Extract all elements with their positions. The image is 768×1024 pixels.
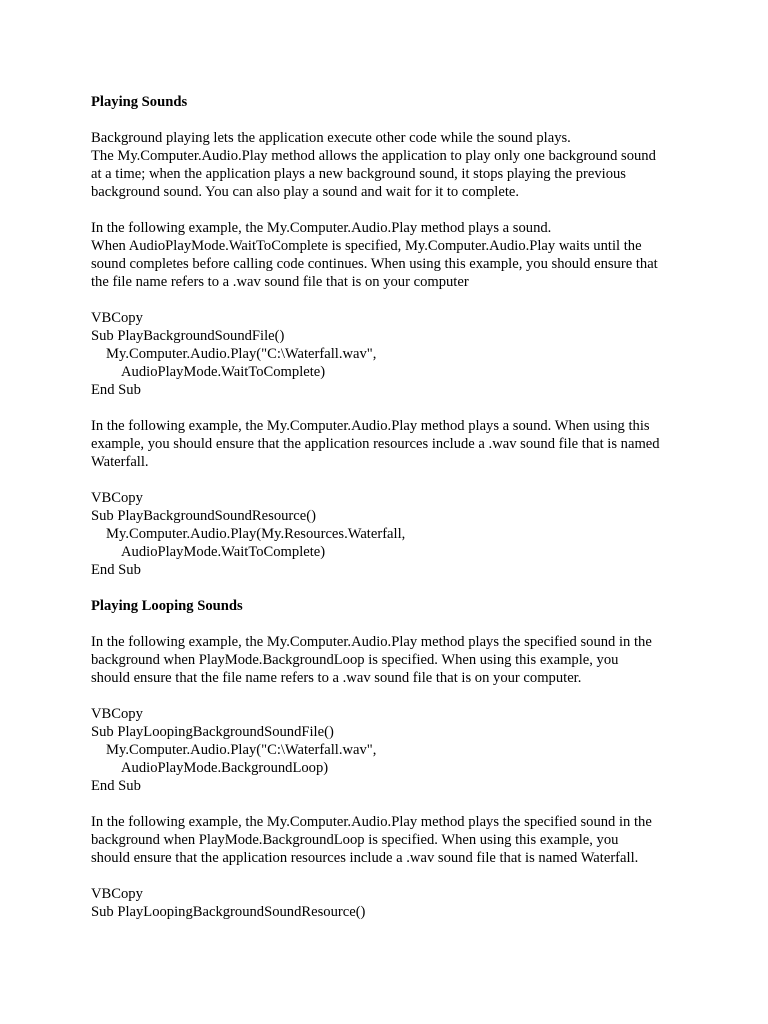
text-line: background when PlayMode.BackgroundLoop is specified. When using this example, you <box>91 832 619 848</box>
code-copy-label: VBCopy <box>91 886 143 902</box>
code-line: AudioPlayMode.WaitToComplete) <box>121 544 326 560</box>
code-copy-label: VBCopy <box>91 706 143 722</box>
text-line: sound completes before calling code continues. When using this example, you should ensure that <box>91 256 658 272</box>
code-block-background-file <box>91 309 691 399</box>
text-line: at a time; when the application plays a new background sound, it stops playing the previous <box>91 166 626 182</box>
text-line: Waterfall. <box>91 454 149 470</box>
text-line: background sound. You can also play a sound and wait for it to complete. <box>91 184 520 200</box>
text-line: background when PlayMode.BackgroundLoop is specified. When using this example, you <box>91 652 619 668</box>
code-line: Sub PlayBackgroundSoundFile() <box>91 328 285 344</box>
code-line: My.Computer.Audio.Play("C:\Waterfall.wav", <box>106 346 377 362</box>
text-line: In the following example, the My.Computer.Audio.Play method plays the specified sound in the <box>91 634 652 650</box>
code-line: AudioPlayMode.BackgroundLoop) <box>121 760 329 776</box>
code-line: Sub PlayLoopingBackgroundSoundResource() <box>91 904 366 920</box>
paragraph-example-wait <box>91 219 691 291</box>
text-line: should ensure that the application resources include a .wav sound file that is named Waterfall. <box>91 850 639 866</box>
text-line: Background playing lets the application execute other code while the sound plays. <box>91 130 571 146</box>
code-line: My.Computer.Audio.Play(My.Resources.Waterfall, <box>106 526 406 542</box>
text-line: should ensure that the file name refers to a .wav sound file that is on your computer. <box>91 670 582 686</box>
section-heading-playing-looping-sounds: Playing Looping Sounds <box>91 598 243 614</box>
text-line: The My.Computer.Audio.Play method allows the application to play only one background sound <box>91 148 656 164</box>
code-line: Sub PlayBackgroundSoundResource() <box>91 508 316 524</box>
code-block-background-resource <box>91 489 691 579</box>
code-copy-label: VBCopy <box>91 310 143 326</box>
text-line: In the following example, the My.Computer.Audio.Play method plays a sound. When using this <box>91 418 650 434</box>
text-line: In the following example, the My.Computer.Audio.Play method plays a sound. <box>91 220 552 236</box>
document-page <box>91 93 691 921</box>
code-line: End Sub <box>91 382 141 398</box>
code-line: Sub PlayLoopingBackgroundSoundFile() <box>91 724 334 740</box>
paragraph-looping-resource <box>91 813 691 867</box>
code-line: End Sub <box>91 778 141 794</box>
code-line: End Sub <box>91 562 141 578</box>
code-block-looping-resource <box>91 885 691 921</box>
code-block-looping-file <box>91 705 691 795</box>
code-copy-label: VBCopy <box>91 490 143 506</box>
text-line: In the following example, the My.Computer.Audio.Play method plays the specified sound in the <box>91 814 652 830</box>
code-line: My.Computer.Audio.Play("C:\Waterfall.wav", <box>106 742 377 758</box>
paragraph-looping-file <box>91 633 691 687</box>
paragraph-example-resource <box>91 417 691 471</box>
text-line: the file name refers to a .wav sound file that is on your computer <box>91 274 469 290</box>
paragraph-intro <box>91 129 691 201</box>
section-heading-playing-sounds: Playing Sounds <box>91 94 188 110</box>
code-line: AudioPlayMode.WaitToComplete) <box>121 364 326 380</box>
text-line: When AudioPlayMode.WaitToComplete is specified, My.Computer.Audio.Play waits until the <box>91 238 642 254</box>
text-line: example, you should ensure that the application resources include a .wav sound file that is named <box>91 436 660 452</box>
